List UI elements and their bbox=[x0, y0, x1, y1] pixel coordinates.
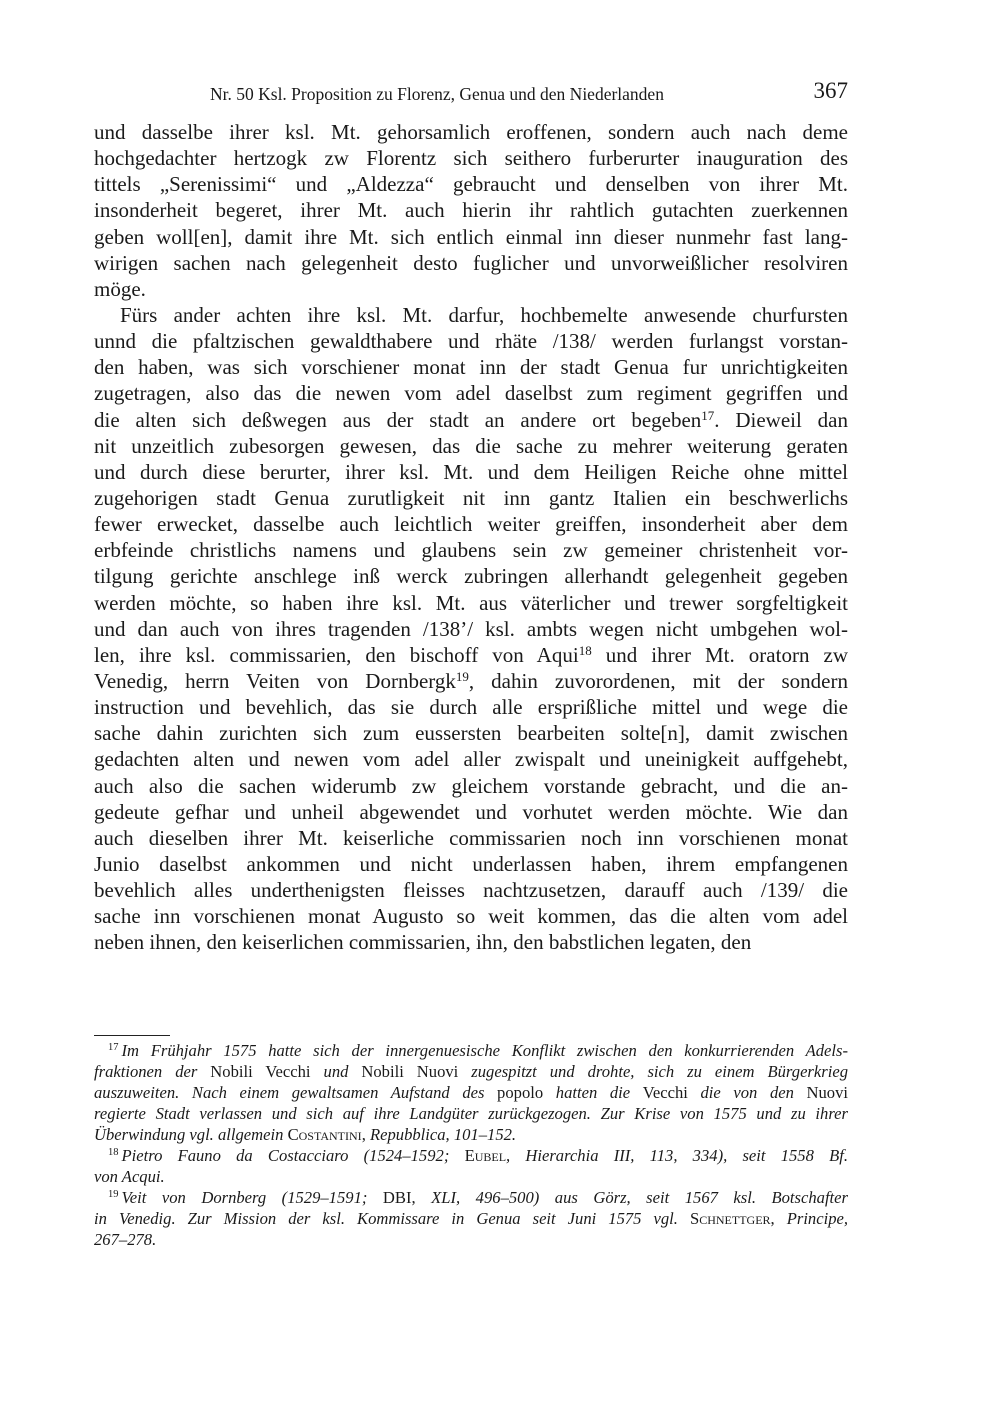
text-line bbox=[94, 276, 848, 302]
text-italic: auszuweiten. Nach einem gewaltsamen Aufstand des bbox=[94, 1083, 498, 1102]
footnote-line bbox=[94, 1061, 848, 1082]
text-segment: und ihrer Mt. oratorn zw bbox=[591, 642, 848, 667]
text-line bbox=[94, 720, 848, 746]
text-italic: hatten die bbox=[555, 1083, 643, 1102]
text-segment: unnd die pfaltzischen gewaldthabere und rhäte /138/ werden furlangst vorstan- bbox=[94, 329, 848, 354]
page-number: 367 bbox=[813, 78, 848, 103]
footnotes bbox=[94, 1040, 848, 1250]
text-line bbox=[94, 433, 848, 459]
text-line bbox=[94, 563, 848, 589]
text-italic: Überwindung vgl. allgemein bbox=[94, 1125, 288, 1144]
footnote-line bbox=[94, 1145, 848, 1166]
footnote-marker: 17 bbox=[108, 1042, 119, 1053]
text-segment: möge. bbox=[94, 276, 146, 301]
text-segment: , bbox=[361, 1125, 370, 1144]
text-segment: Nobili Vecchi bbox=[210, 1062, 324, 1081]
text-segment: erbfeinde christlichs namens und glaubens sein zw gemeiner christenheit vor- bbox=[94, 538, 848, 563]
text-italic: Principe, bbox=[786, 1209, 849, 1228]
text-line bbox=[94, 171, 848, 197]
text-segment: sache inn vorschienen monat Augusto so weit kommen, das die alten vom adel bbox=[94, 904, 848, 929]
author-name: Costantini bbox=[287, 1125, 362, 1144]
text-segment: popolo bbox=[497, 1083, 556, 1102]
text-line bbox=[94, 328, 848, 354]
author-name: Schnettger bbox=[689, 1209, 771, 1228]
text-italic: regierte Stadt verlassen und sich auf ihre Landgüter zurückgezogen. Zur Krise von 1575 und zu ihrer bbox=[94, 1104, 848, 1123]
text-segment: len, ihre ksl. commissarien, den bischoff von Aqui bbox=[94, 642, 579, 667]
footnote-marker: 17 bbox=[701, 407, 715, 423]
text-line bbox=[94, 197, 848, 223]
text-segment: gedachten alten und newen vom adel aller zwispalt und uneinigkeit auffgehebt, bbox=[94, 747, 848, 772]
text-segment: Fürs ander achten ihre ksl. Mt. darfur, hochbemelte anwesende churfursten bbox=[120, 302, 848, 327]
text-line bbox=[94, 485, 848, 511]
text-italic: in Venedig. Zur Mission der ksl. Kommissare in Genua seit Juni 1575 vgl. bbox=[94, 1209, 690, 1228]
text-line bbox=[94, 929, 848, 955]
footnote-line bbox=[94, 1187, 848, 1208]
text-line bbox=[94, 642, 848, 668]
footnote-separator bbox=[94, 1035, 170, 1036]
footnote-line bbox=[94, 1103, 848, 1124]
text-segment: werden möchte, so haben ihre ksl. Mt. aus väterlicher und trewer sorgfeltigkeit bbox=[94, 590, 848, 615]
text-italic: 267–278. bbox=[94, 1230, 157, 1249]
text-segment: Nobili Nuovi bbox=[361, 1062, 472, 1081]
main-text bbox=[94, 119, 848, 956]
text-line bbox=[94, 407, 848, 433]
text-line bbox=[94, 799, 848, 825]
text-line bbox=[94, 616, 848, 642]
text-segment: Nuovi bbox=[806, 1083, 849, 1102]
text-segment: instruction und bevehlich, das sie durch alle ersprißliche mittel und wege die bbox=[94, 695, 848, 720]
footnote-marker: 19 bbox=[108, 1189, 119, 1200]
text-line bbox=[94, 694, 848, 720]
text-italic: Veit von Dornberg (1529–1591; bbox=[121, 1188, 383, 1207]
text-segment: . Dieweil dan bbox=[714, 407, 848, 432]
text-line bbox=[94, 590, 848, 616]
text-line bbox=[94, 537, 848, 563]
text-line bbox=[94, 773, 848, 799]
text-italic: , Hierarchia III, 113, 334), seit 1558 Bf. bbox=[506, 1146, 848, 1165]
text-italic: fraktionen der bbox=[94, 1062, 211, 1081]
text-italic: und bbox=[323, 1062, 362, 1081]
footnote-marker: 18 bbox=[108, 1147, 119, 1158]
text-segment: hochgedachter hertzogk zw Florentz sich seithero furberurter inauguration des bbox=[94, 146, 848, 171]
text-line bbox=[94, 668, 848, 694]
text-segment: Vecchi bbox=[642, 1083, 701, 1102]
text-segment: auch dieselben ihrer Mt. keiserliche commissarien noch inn vorschienen monat bbox=[94, 825, 848, 850]
footnote-line bbox=[94, 1166, 848, 1187]
running-header bbox=[94, 78, 848, 108]
text-segment: die alten sich deßwegen aus der stadt an andere ort begeben bbox=[94, 407, 702, 432]
text-segment: geben woll[en], damit ihre Mt. sich entlich einmal inn dieser nunmehr fast lang- bbox=[94, 224, 848, 249]
text-segment: bevehlich alles underthenigsten fleisses nachtzusetzen, darauff auch /139/ die bbox=[94, 878, 848, 903]
text-italic: Pietro Fauno da Costacciaro (1524–1592; bbox=[121, 1146, 465, 1165]
text-line bbox=[94, 145, 848, 171]
text-line bbox=[94, 380, 848, 406]
text-line bbox=[94, 250, 848, 276]
text-segment: den haben, was sich vorschiener monat inn der stadt Genua fur unrichtigkeiten bbox=[94, 355, 848, 380]
text-segment: Venedig, herrn Veiten von Dornbergk bbox=[94, 668, 456, 693]
text-segment: zugetragen, also das die newen vom adel daselbst zum regiment gegriffen und bbox=[94, 381, 848, 406]
author-name: Eubel bbox=[464, 1146, 507, 1165]
text-segment: insonderheit begeret, ihrer Mt. auch hierin ihr rahtlich gutachten zuerkennen bbox=[94, 198, 848, 223]
text-italic: von Acqui. bbox=[94, 1167, 165, 1186]
footnote-line bbox=[94, 1082, 848, 1103]
text-line bbox=[94, 224, 848, 250]
text-line bbox=[94, 825, 848, 851]
text-segment: und durch diese berurter, ihrer ksl. Mt. und dem Heiligen Reiche ohne mittel bbox=[94, 459, 848, 484]
footnote-line bbox=[94, 1040, 848, 1061]
text-line bbox=[94, 877, 848, 903]
text-segment: und dan auch von ihres tragenden /138’/ ksl. ambts wegen nicht umbgehen wol- bbox=[94, 616, 848, 641]
text-segment: Junio daselbst ankommen und nicht underlassen haben, ihrem empfangenen bbox=[94, 851, 848, 876]
text-segment: auch also die sachen widerumb zw gleichem vorstande gebracht, und die an- bbox=[94, 773, 848, 798]
text-line bbox=[94, 746, 848, 772]
footnote-marker: 19 bbox=[455, 668, 469, 684]
text-segment: sache dahin zurichten sich zum eussersten bearbeiten solte[n], damit zwischen bbox=[94, 721, 848, 746]
text-line bbox=[94, 119, 848, 145]
text-segment: und dasselbe ihrer ksl. Mt. gehorsamlich eroffenen, sondern auch nach deme bbox=[94, 120, 848, 144]
text-segment: neben ihnen, den keiserlichen commissarien, ihn, den babstlichen legaten, den bbox=[94, 930, 752, 955]
text-segment: , dahin zuvorordenen, mit der sondern bbox=[468, 668, 848, 693]
text-segment: nit unzeitlich zubesorgen gewesen, das die sache zu mehrer weiterung geraten bbox=[94, 433, 848, 458]
running-title: Nr. 50 Ksl. Proposition zu Florenz, Genua und den Niederlanden bbox=[210, 84, 664, 104]
text-segment: zugehorigen stadt Genua zurutligkeit nit inn gantz Italien ein beschwerlichs bbox=[94, 485, 848, 510]
text-segment: gedeute gefhar und unheil abgewendet und vorhutet werden möchte. Wie dan bbox=[94, 799, 848, 824]
text-italic: Repubblica, 101–152. bbox=[369, 1125, 517, 1144]
text-line bbox=[94, 354, 848, 380]
text-italic: die von den bbox=[700, 1083, 807, 1102]
footnote-marker: 18 bbox=[578, 642, 592, 658]
text-segment: fewer erwecket, dasselbe auch leichtlich weiter greiffen, insonderheit aber dem bbox=[94, 512, 848, 537]
text-segment: wirigen sachen nach gelegenheit desto fuglicher und unvorweißlicher resolviren bbox=[94, 250, 848, 275]
text-line bbox=[94, 903, 848, 929]
text-italic: zugespitzt und drohte, sich zu einem Bürgerkrieg bbox=[471, 1062, 848, 1081]
text-segment: tittels „Serenissimi“ und „Aldezza“ gebraucht und denselben von ihrer Mt. bbox=[94, 172, 848, 197]
text-line bbox=[94, 851, 848, 877]
text-segment: , bbox=[770, 1209, 787, 1228]
text-italic: Im Frühjahr 1575 hatte sich der innergenuesische Konflikt zwischen den konkurrierenden Adels- bbox=[121, 1041, 848, 1060]
text-segment: DBI, bbox=[382, 1188, 432, 1207]
text-segment: tilgung gerichte anschlege inß werck zubringen allerhandt gelegenheit gegeben bbox=[94, 564, 848, 589]
text-line bbox=[94, 511, 848, 537]
footnote-line bbox=[94, 1124, 848, 1145]
text-line bbox=[94, 459, 848, 485]
footnote-line bbox=[94, 1229, 848, 1250]
text-italic: XLI, 496–500) aus Görz, seit 1567 ksl. Botschafter bbox=[431, 1188, 848, 1207]
footnote-line bbox=[94, 1208, 848, 1229]
text-line bbox=[94, 302, 848, 328]
